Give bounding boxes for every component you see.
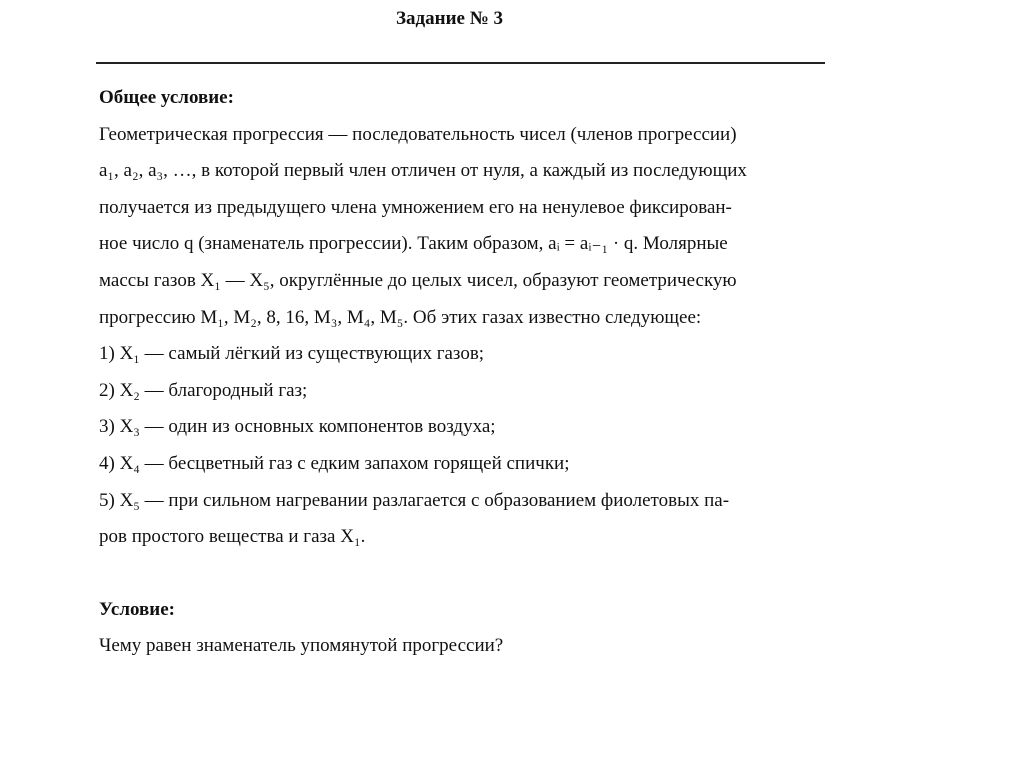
page-title: Задание № 3 — [396, 8, 504, 29]
intro-line: ное число q (знаменатель прогрессии). Таким образом, aᵢ = aᵢ₋₁ · q. Молярные — [99, 233, 728, 255]
intro-line: массы газов X₁ — X₅, округлённые до целых чисел, образуют геометрическую — [99, 269, 737, 291]
title-divider — [96, 62, 825, 64]
fact-item: 4) X₄ — бесцветный газ с едким запахом горящей спички; — [99, 452, 570, 474]
intro-paragraph — [99, 117, 829, 337]
task-body — [99, 80, 829, 665]
intro-line: получается из предыдущего члена умножением его на ненулевое фиксирован- — [99, 196, 732, 218]
intro-line: a₁, a₂, a₃, …, в которой первый член отличен от нуля, а каждый из последующих — [99, 160, 747, 182]
section-spacer — [99, 556, 829, 592]
facts-list — [99, 336, 829, 556]
intro-line: Геометрическая прогрессия — последовательность чисел (членов прогрессии) — [99, 123, 737, 145]
general-condition-heading: Общее условие: — [99, 87, 234, 108]
question-text: Чему равен знаменатель упомянутой прогрессии? — [99, 635, 504, 657]
fact-item: 2) X₂ — благородный газ; — [99, 379, 308, 401]
fact-item: 3) X₃ — один из основных компонентов воздуха; — [99, 416, 496, 438]
fact-item: 5) X₅ — при сильном нагревании разлагается с образованием фиолетовых па- — [99, 489, 730, 511]
fact-item: 1) X₁ — самый лёгкий из существующих газов; — [99, 343, 485, 365]
fact-item-continuation: ров простого вещества и газа X₁. — [99, 526, 366, 548]
condition-heading: Условие: — [99, 598, 175, 620]
intro-line: прогрессию M₁, M₂, 8, 16, M₃, M₄, M₅. Об этих газах известно следующее: — [99, 306, 702, 328]
